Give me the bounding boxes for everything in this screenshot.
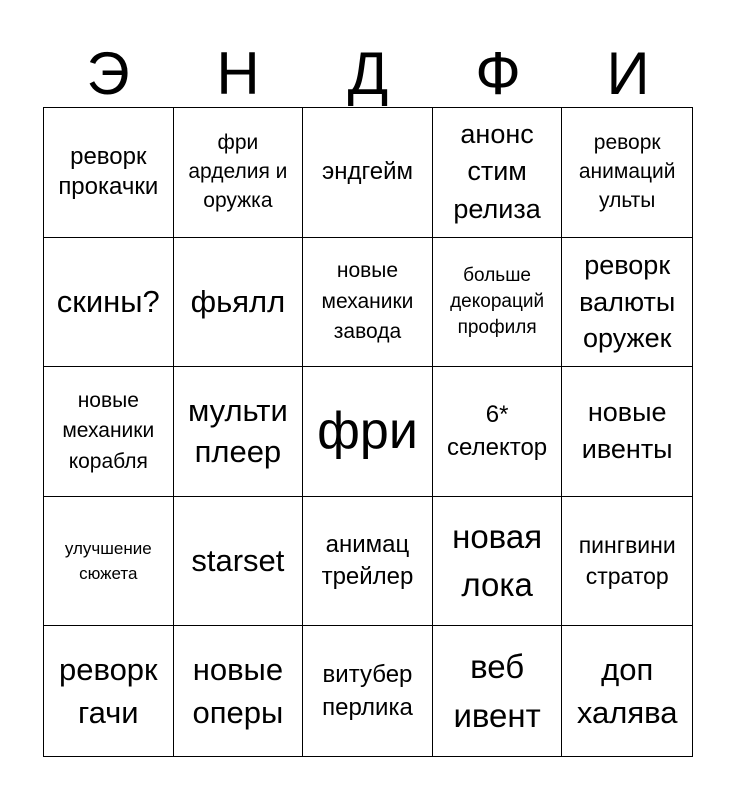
bingo-cell-r5-c4[interactable] [433,626,563,756]
bingo-board [43,107,693,757]
bingo-cell-r1-c3[interactable] [303,108,433,238]
bingo-cell-r4-c5[interactable] [562,497,692,627]
bingo-cell-r3-c1[interactable] [44,367,174,497]
cell-text: фри арделия и оружка [188,130,288,212]
bingo-cell-r2-c4[interactable] [433,238,563,368]
header-letter-1: Э [86,40,130,107]
cell-text: анонс стим релиза [453,118,541,225]
bingo-cell-r4-c2[interactable] [174,497,304,627]
cell-text: новые механики завода [321,259,414,344]
cell-text: starset [191,542,285,578]
bingo-cell-r2-c5[interactable] [562,238,692,368]
header-letter-3: Д [347,40,389,107]
cell-text: доп халява [576,651,678,731]
bingo-cell-r1-c2[interactable] [174,108,304,238]
bingo-cell-r5-c3[interactable] [303,626,433,756]
bingo-cell-r3-c4[interactable] [433,367,563,497]
cell-text: витубер перлика [322,660,413,722]
header-letter-2: Н [216,40,260,107]
bingo-cell-r3-c2[interactable] [174,367,304,497]
cell-text: 6* селектор [447,400,548,462]
bingo-cell-r5-c1[interactable] [44,626,174,756]
cell-text: скины? [56,283,160,319]
cell-text: мульти плеер [187,392,288,470]
cell-text: улучшение сюжета [64,538,152,584]
header-letter-4: Ф [475,40,521,107]
cell-text: пингвини стратор [578,532,676,590]
cell-text: анимац трейлер [321,530,414,591]
cell-text: эндгейм [322,158,413,186]
cell-text: веб ивент [453,647,541,735]
cell-text: новые оперы [192,651,284,731]
bingo-cell-r5-c2[interactable] [174,626,304,756]
cell-text: больше декораций профиля [450,265,545,338]
cell-text: новые ивенты [581,396,673,465]
bingo-cell-r4-c3[interactable] [303,497,433,627]
header-letter-5: И [606,40,650,107]
cell-text: реворк анимаций ульты [578,130,676,212]
bingo-cell-r3-c5[interactable] [562,367,692,497]
bingo-cell-r2-c3[interactable] [303,238,433,368]
cell-text: реворк прокачки [58,143,159,201]
cell-text: новая лока [452,518,543,604]
bingo-cell-r5-c5[interactable] [562,626,692,756]
cell-text: новые механики корабля [62,388,155,473]
cell-text: реворк валюты оружек [579,250,676,354]
cell-text: реворк гачи [58,651,158,731]
bingo-cell-r1-c5[interactable] [562,108,692,238]
bingo-cell-r4-c1[interactable] [44,497,174,627]
bingo-cell-r2-c2[interactable] [174,238,304,368]
bingo-header [43,40,693,108]
free-space-text: фри [317,402,418,461]
bingo-cell-r1-c1[interactable] [44,108,174,238]
bingo-cell-r2-c1[interactable] [44,238,174,368]
bingo-cell-r1-c4[interactable] [433,108,563,238]
bingo-cell-r4-c4[interactable] [433,497,563,627]
bingo-cell-free[interactable] [303,367,433,497]
cell-text: фьялл [190,283,286,319]
